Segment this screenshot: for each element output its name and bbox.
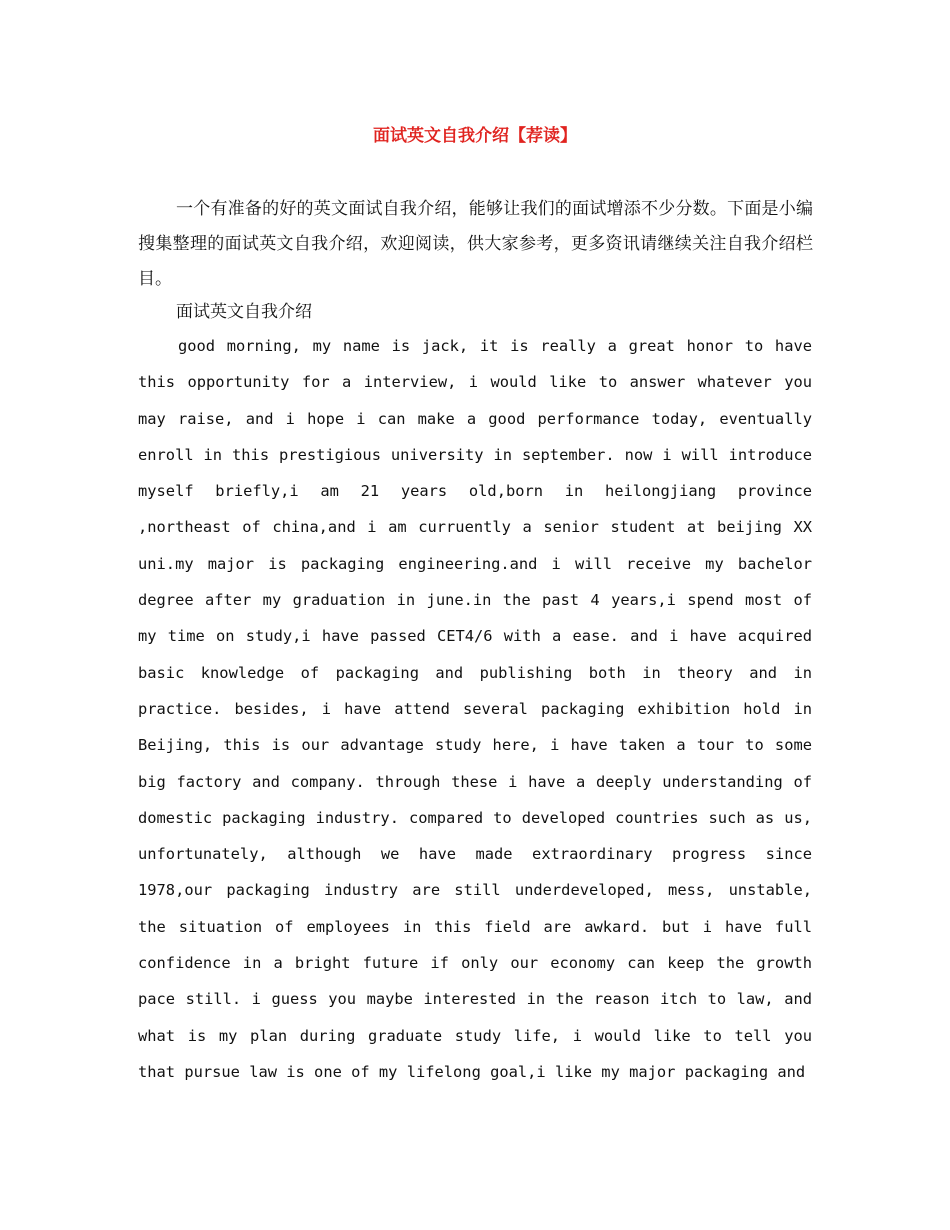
document-title: 面试英文自我介绍【荐读】 (373, 126, 577, 146)
body-paragraph: good morning, my name is jack, it is really a great honor to have this opportunity for a interview, i would like to answer whatever you may raise, and i hope i can make a good performance today, eventually enroll in this prestigious university in september. now i will introduce myself briefly,i am 21 years old,born in heilongjiang province ,northeast of china,and i am curruently a senior student at beijing XX uni.my major is packaging engineering.and i will receive my bachelor degree after my graduation in june.in the past 4 years,i spend most of my time on study,i have passed CET4/6 with a ease. and i have acquired basic knowledge of packaging and publishing both in theory and in practice. besides, i have attend several packaging exhibition hold in Beijing, this is our advantage study here, i have taken a tour to some big factory and company. through these i have a deeply understanding of domestic packaging industry. compared to developed countries such as us, unfortunately, although we have made extraordinary progress since 1978,our packaging industry are still underdeveloped, mess, unstable, the situation of employees in this field are awkard. but i have full confidence in a bright future if only our economy can keep the growth pace still. i guess you maybe interested in the reason itch to law, and what is my plan during graduate study life, i would like to tell you that pursue law is one of my lifelong goal,i like my major packaging and (138, 337, 812, 1081)
intro-paragraph: 一个有准备的好的英文面试自我介绍，能够让我们的面试增添不少分数。下面是小编搜集整理的面试英文自我介绍，欢迎阅读，供大家参考，更多资讯请继续关注自我介绍栏目。 (138, 199, 813, 289)
section-heading: 面试英文自我介绍 (176, 302, 312, 322)
